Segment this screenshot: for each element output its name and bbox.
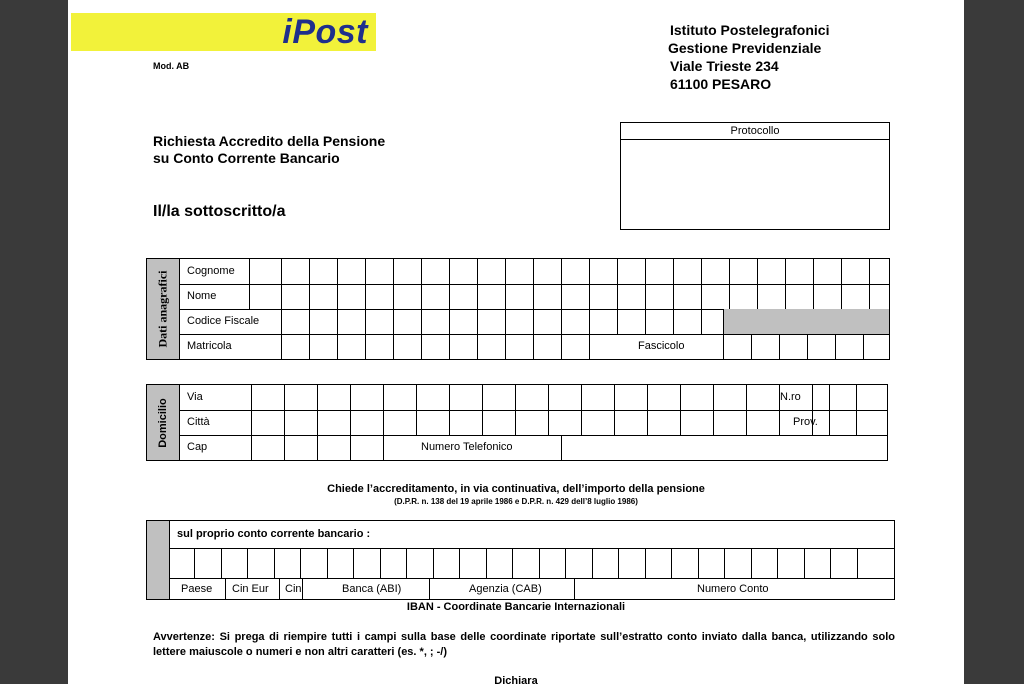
input-box[interactable]	[581, 410, 615, 435]
input-box[interactable]	[429, 578, 431, 600]
input-box[interactable]	[383, 435, 417, 460]
input-box[interactable]	[857, 548, 885, 578]
form-page	[68, 0, 964, 684]
input-box[interactable]	[830, 548, 858, 578]
input-box[interactable]	[647, 385, 681, 410]
input-box[interactable]	[533, 309, 562, 334]
input-box[interactable]	[565, 548, 593, 578]
warning-note: Avvertenze: Si prega di riempire tutti i campi sulla base delle coordinate riportate sull’estratto conto inviato dalla banca, utilizzando solo lettere maiuscole o numeri e non altri caratteri (es. *, ; -/)	[153, 631, 895, 658]
input-box[interactable]	[841, 284, 870, 309]
input-box[interactable]	[416, 385, 450, 410]
input-box[interactable]	[617, 284, 646, 309]
input-box[interactable]	[561, 435, 595, 460]
input-box[interactable]	[869, 259, 898, 284]
input-box[interactable]	[449, 259, 478, 284]
input-box[interactable]	[757, 284, 786, 309]
input-box[interactable]	[317, 410, 351, 435]
recipient-address: Istituto Postelegrafonici Gestione Previdenziale Viale Trieste 234 61100 PESARO	[668, 22, 830, 92]
input-box[interactable]	[548, 385, 582, 410]
input-box[interactable]	[746, 410, 780, 435]
input-box[interactable]	[777, 548, 805, 578]
input-box[interactable]	[645, 284, 674, 309]
input-box[interactable]	[561, 284, 590, 309]
input-box[interactable]	[477, 309, 506, 334]
domicile-side-label: Domicilio	[147, 385, 180, 460]
input-box[interactable]	[785, 284, 814, 309]
law-reference: (D.P.R. n. 138 del 19 aprile 1986 e D.P.R. n. 429 dell’8 luglio 1986)	[394, 497, 638, 506]
form-title: Richiesta Accredito della Pensione su Conto Corrente Bancario	[153, 133, 386, 166]
input-box[interactable]	[779, 385, 813, 410]
input-box[interactable]	[841, 259, 870, 284]
input-box[interactable]	[337, 334, 366, 359]
input-box[interactable]	[863, 334, 892, 359]
input-box[interactable]	[713, 385, 747, 410]
input-box[interactable]	[673, 259, 702, 284]
input-box[interactable]	[477, 259, 506, 284]
input-box[interactable]	[309, 334, 338, 359]
input-box[interactable]	[614, 385, 648, 410]
input-box[interactable]	[856, 410, 890, 435]
input-box[interactable]	[433, 548, 461, 578]
input-box[interactable]	[309, 284, 338, 309]
personal-data-section	[146, 258, 890, 360]
input-box[interactable]	[512, 548, 540, 578]
input-box[interactable]	[449, 309, 478, 334]
input-box[interactable]	[856, 385, 890, 410]
input-box[interactable]	[251, 435, 285, 460]
personal-side-label: Dati anagrafici	[147, 259, 180, 359]
input-box[interactable]	[751, 548, 779, 578]
ipost-logo	[71, 13, 376, 51]
input-box[interactable]	[337, 284, 366, 309]
input-box[interactable]	[383, 410, 417, 435]
input-box[interactable]	[724, 548, 752, 578]
input-box[interactable]	[779, 410, 813, 435]
input-box[interactable]	[505, 309, 534, 334]
input-box[interactable]	[561, 259, 590, 284]
form-code: Mod. AB	[153, 61, 190, 71]
input-box[interactable]	[350, 385, 384, 410]
dichiara-heading: Dichiara	[494, 675, 538, 684]
input-box[interactable]	[680, 410, 714, 435]
input-box[interactable]	[365, 259, 394, 284]
input-box[interactable]	[533, 284, 562, 309]
input-box[interactable]	[365, 284, 394, 309]
input-box[interactable]	[505, 334, 534, 359]
input-box[interactable]	[317, 385, 351, 410]
input-box[interactable]	[807, 334, 836, 359]
input-box[interactable]	[645, 309, 674, 334]
row-nome: Nome	[179, 284, 889, 310]
row-cap: Cap Numero Telefonico	[179, 435, 887, 460]
input-box[interactable]	[421, 259, 450, 284]
input-box[interactable]	[617, 259, 646, 284]
row-via: Via N.ro	[179, 385, 887, 411]
input-box[interactable]	[421, 284, 450, 309]
input-box[interactable]	[680, 385, 714, 410]
input-box[interactable]	[486, 548, 514, 578]
input-box[interactable]	[589, 259, 618, 284]
input-box[interactable]	[673, 284, 702, 309]
input-box[interactable]	[813, 259, 842, 284]
input-box[interactable]	[251, 385, 285, 410]
input-box[interactable]	[533, 259, 562, 284]
input-box[interactable]	[383, 385, 417, 410]
input-box[interactable]	[284, 385, 318, 410]
row-cognome: Cognome	[179, 259, 889, 285]
input-box[interactable]	[804, 548, 832, 578]
input-box[interactable]	[561, 309, 590, 334]
input-box[interactable]	[281, 334, 310, 359]
input-box[interactable]	[533, 334, 562, 359]
input-box[interactable]	[251, 410, 285, 435]
input-box[interactable]	[581, 385, 615, 410]
input-box[interactable]	[449, 284, 478, 309]
input-box[interactable]	[589, 309, 618, 334]
input-box[interactable]	[785, 259, 814, 284]
input-box[interactable]	[505, 259, 534, 284]
input-box[interactable]	[589, 284, 618, 309]
input-box[interactable]	[309, 309, 338, 334]
logo-text: iPost	[282, 13, 368, 51]
input-box[interactable]	[561, 334, 590, 359]
form-subtitle: Il/la sottoscritto/a	[153, 203, 286, 220]
input-box[interactable]	[713, 410, 747, 435]
input-box[interactable]	[673, 309, 702, 334]
shaded-area	[723, 309, 889, 334]
input-box[interactable]	[284, 410, 318, 435]
input-box[interactable]	[194, 548, 222, 578]
input-box[interactable]	[592, 548, 620, 578]
input-box[interactable]	[281, 259, 310, 284]
input-box[interactable]	[548, 410, 582, 435]
input-box[interactable]	[421, 309, 450, 334]
row-citta: Città Prov.	[179, 410, 887, 436]
input-box[interactable]	[482, 410, 516, 435]
input-box[interactable]	[317, 435, 351, 460]
input-box[interactable]	[416, 410, 450, 435]
input-box[interactable]	[249, 259, 278, 284]
input-box[interactable]	[746, 385, 780, 410]
input-box[interactable]	[380, 548, 408, 578]
input-box[interactable]	[757, 259, 786, 284]
input-box[interactable]	[274, 548, 302, 578]
input-box[interactable]	[835, 334, 864, 359]
input-box[interactable]	[353, 548, 381, 578]
input-box[interactable]	[221, 548, 249, 578]
row-codice-fiscale: Codice Fiscale	[179, 309, 889, 335]
input-box[interactable]	[459, 548, 487, 578]
input-box[interactable]	[449, 385, 483, 410]
iban-cells-row	[169, 548, 894, 579]
input-box[interactable]	[449, 410, 483, 435]
input-box[interactable]	[645, 548, 673, 578]
input-box[interactable]	[477, 284, 506, 309]
bank-header-row: sul proprio conto corrente bancario :	[169, 521, 894, 549]
input-box[interactable]	[365, 309, 394, 334]
input-box[interactable]	[300, 548, 328, 578]
input-box[interactable]	[729, 284, 758, 309]
row-matricola: Matricola Fascicolo	[179, 334, 889, 359]
input-box[interactable]	[337, 309, 366, 334]
input-box[interactable]	[813, 284, 842, 309]
input-box[interactable]	[671, 548, 699, 578]
protocollo-label: Protocollo	[621, 123, 889, 140]
bank-section	[146, 520, 895, 600]
input-box[interactable]	[729, 259, 758, 284]
input-box[interactable]	[477, 334, 506, 359]
input-box[interactable]	[515, 385, 549, 410]
input-box[interactable]	[249, 284, 278, 309]
input-box[interactable]	[701, 284, 730, 309]
input-box[interactable]	[393, 259, 422, 284]
input-box[interactable]	[647, 410, 681, 435]
input-box[interactable]	[406, 548, 434, 578]
input-box[interactable]	[779, 334, 808, 359]
input-box[interactable]	[309, 259, 338, 284]
input-box[interactable]	[393, 309, 422, 334]
iban-labels-row: Paese Cin Eur Cin Banca (ABI) Agenzia (CAB) Numero Conto	[169, 578, 894, 600]
bank-side-bar	[147, 521, 170, 599]
input-box[interactable]	[589, 334, 618, 359]
input-box[interactable]	[701, 259, 730, 284]
input-box[interactable]	[617, 309, 646, 334]
input-box[interactable]	[284, 435, 318, 460]
input-box[interactable]	[751, 334, 780, 359]
input-box[interactable]	[225, 578, 227, 600]
input-box[interactable]	[421, 334, 450, 359]
input-box[interactable]	[281, 309, 310, 334]
input-box[interactable]	[449, 334, 478, 359]
input-box[interactable]	[698, 548, 726, 578]
input-box[interactable]	[337, 259, 366, 284]
input-box[interactable]	[393, 334, 422, 359]
input-box[interactable]	[539, 548, 567, 578]
input-box[interactable]	[302, 578, 304, 600]
input-box[interactable]	[393, 284, 422, 309]
input-box[interactable]	[505, 284, 534, 309]
domicile-section	[146, 384, 888, 461]
request-line: Chiede l’accreditamento, in via continuativa, dell’importo della pensione	[327, 483, 705, 495]
input-box[interactable]	[645, 259, 674, 284]
input-box[interactable]	[618, 548, 646, 578]
input-box[interactable]	[350, 435, 384, 460]
protocollo-box	[620, 122, 890, 230]
input-box[interactable]	[281, 284, 310, 309]
input-box[interactable]	[482, 385, 516, 410]
input-box[interactable]	[515, 410, 549, 435]
input-box[interactable]	[723, 334, 752, 359]
input-box[interactable]	[574, 578, 576, 600]
iban-caption: IBAN - Coordinate Bancarie Internazionali	[406, 601, 626, 613]
input-box[interactable]	[247, 548, 275, 578]
input-box[interactable]	[614, 410, 648, 435]
input-box[interactable]	[365, 334, 394, 359]
input-box[interactable]	[279, 578, 281, 600]
input-box[interactable]	[869, 284, 898, 309]
input-box[interactable]	[327, 548, 355, 578]
input-box[interactable]	[350, 410, 384, 435]
